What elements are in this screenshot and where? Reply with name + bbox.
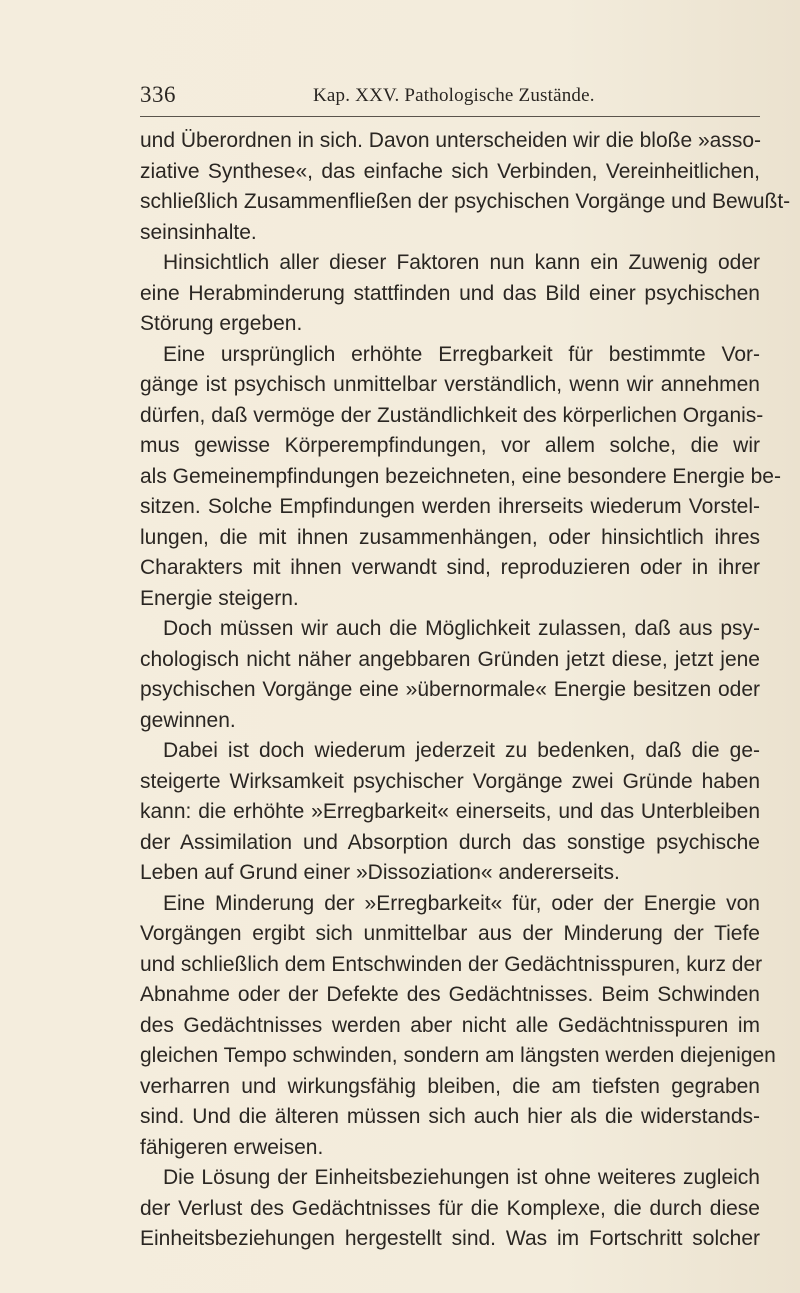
- text-line: Energie steigern.: [140, 586, 299, 610]
- text-line: dürfen, daß vermöge der Zuständlichkeit des körperlichen Organis-: [140, 403, 764, 427]
- text-line: kann: die erhöhte »Erregbarkeit« einerseits, und das Unterbleiben: [140, 800, 760, 823]
- text-line: mus gewisse Körperempfindungen, vor allem solche, die wir: [140, 434, 760, 457]
- running-head: Kap. XXV. Pathologische Zustände.: [313, 85, 595, 106]
- text-line: seinsinhalte.: [140, 220, 257, 244]
- text-line: Doch müssen wir auch die Möglichkeit zulassen, daß aus psy-: [163, 617, 760, 640]
- text-line: Leben auf Grund einer »Dissoziation« andererseits.: [140, 861, 620, 884]
- text-line: lungen, die mit ihnen zusammenhängen, oder hinsichtlich ihres: [140, 525, 760, 549]
- text-line: Dabei ist doch wiederum jederzeit zu bedenken, daß die ge-: [163, 739, 760, 762]
- text-line: sitzen. Solche Empfindungen werden ihrerseits wiederum Vorstel-: [140, 495, 760, 518]
- text-line: gänge ist psychisch unmittelbar verständlich, wenn wir annehmen: [140, 373, 760, 396]
- text-line: Eine ursprünglich erhöhte Erregbarkeit für bestimmte Vor-: [163, 342, 760, 366]
- text-line: Die Lösung der Einheitsbeziehungen ist ohne weiteres zugleich: [163, 1166, 760, 1189]
- text-line: chologisch nicht näher angebbaren Gründen jetzt diese, jetzt jene: [140, 647, 760, 671]
- body-text: [140, 126, 791, 1255]
- text-line: steigerte Wirksamkeit psychischer Vorgänge zwei Gründe haben: [140, 769, 760, 793]
- text-line: Störung ergeben.: [140, 312, 303, 335]
- text-line: Vorgängen ergibt sich unmittelbar aus der Minderung der Tiefe: [140, 922, 760, 945]
- text-line: gewinnen.: [140, 708, 236, 732]
- text-line: der Verlust des Gedächtnisses für die Komplexe, die durch diese: [140, 1196, 760, 1220]
- text-line: als Gemeinempfindungen bezeichneten, eine besondere Energie be-: [140, 464, 781, 488]
- text-line: Abnahme oder der Defekte des Gedächtnisses. Beim Schwinden: [140, 983, 760, 1006]
- page-header: [140, 82, 760, 117]
- text-line: fähigeren erweisen.: [140, 1135, 324, 1159]
- text-line: Charakters mit ihnen verwandt sind, reproduzieren oder in ihrer: [140, 556, 760, 579]
- text-line: und Überordnen in sich. Davon unterscheiden wir die bloße »asso-: [140, 129, 762, 152]
- text-line: psychischen Vorgänge eine »übernormale« Energie besitzen oder: [140, 678, 760, 701]
- text-line: Einheitsbeziehungen hergestellt sind. Was im Fortschritt solcher: [140, 1227, 760, 1250]
- text-line: ziative Synthese«, das einfache sich Verbinden, Vereinheitlichen,: [140, 159, 760, 183]
- text-line: schließlich Zusammenfließen der psychischen Vorgänge und Bewußt-: [140, 190, 791, 213]
- text-line: und schließlich dem Entschwinden der Gedächtnisspuren, kurz der: [140, 952, 763, 976]
- text-line: Hinsichtlich aller dieser Faktoren nun kann ein Zuwenig oder: [163, 251, 760, 274]
- text-line: der Assimilation und Absorption durch das sonstige psychische: [140, 830, 760, 854]
- text-line: sind. Und die älteren müssen sich auch hier als die widerstands-: [140, 1105, 760, 1128]
- text-line: des Gedächtnisses werden aber nicht alle Gedächtnisspuren im: [140, 1013, 760, 1037]
- text-line: gleichen Tempo schwinden, sondern am längsten werden diejenigen: [140, 1044, 776, 1067]
- page-number: 336: [140, 82, 176, 107]
- text-line: verharren und wirkungsfähig bleiben, die am tiefsten gegraben: [140, 1074, 760, 1098]
- text-line: Eine Minderung der »Erregbarkeit« für, oder der Energie von: [163, 891, 760, 915]
- text-line: eine Herabminderung stattfinden und das Bild einer psychischen: [140, 281, 760, 305]
